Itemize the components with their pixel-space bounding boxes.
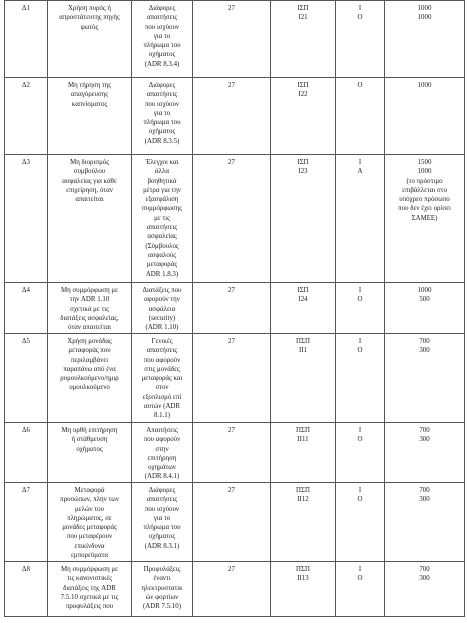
penalty-cell-line: 700 (419, 427, 430, 434)
requirement-cell-line: εξασφάλιση (145, 196, 179, 204)
penalty-cell (385, 155, 465, 283)
requirement-cell-line: που ισχύουν (144, 505, 180, 513)
penalty-cell (385, 562, 465, 617)
penalty-cell (385, 423, 465, 483)
penalty-cell-line: 1500 (417, 159, 432, 166)
requirement-cell-line: (ADR 8.3.4) (144, 60, 180, 68)
description-cell-line: επικίνδυνα (74, 542, 105, 550)
requirement-cell (132, 1, 193, 78)
category-cell-line: Ι22 (298, 91, 308, 99)
category-cell-line: Ι24 (298, 296, 308, 304)
requirement-cell-line: (ADR 8.3.1) (144, 542, 180, 550)
requirement-cell-line: ασφαλούς (148, 251, 176, 259)
description-cell-line: τις κανονιστικές (66, 575, 113, 583)
requirement-cell-line: που αφορούν (143, 356, 181, 364)
description-cell (48, 423, 132, 483)
table-row (5, 155, 465, 283)
penalty-cell-line: 300 (419, 496, 430, 504)
requirement-cell-line: Γενικές (151, 338, 173, 345)
penalty-cell-line: 1000 (417, 168, 432, 176)
description-cell-line: την ADR 1.10 (69, 296, 110, 304)
measure-cell-line: Ο (357, 436, 363, 444)
requirement-cell-line: εξοπλισμό επί (142, 393, 182, 401)
requirement-cell-line: Έλεγχοι και (145, 159, 179, 166)
requirement-cell-line: ADR 1.8.3) (145, 270, 179, 278)
description-cell-line: καπνίσματος (71, 100, 108, 108)
measure-cell-line: Ο (357, 575, 363, 583)
requirement-cell-line: οχήματος (148, 533, 176, 541)
description-cell-line: 7.5.10 σχετικά με τις (60, 593, 119, 601)
measure-cell-line: Ι (358, 5, 362, 12)
measure-cell-line: Ι (358, 338, 362, 345)
penalty-cell (385, 283, 465, 334)
article-cell (193, 423, 271, 483)
category-cell (271, 334, 336, 423)
code-cell (5, 562, 48, 617)
description-cell-line: ή στάθμευση (71, 436, 108, 444)
measure-cell-line: Ο (357, 14, 363, 22)
requirement-cell-line: 8.1.1) (153, 412, 171, 420)
description-cell-line: συμβούλου (73, 168, 106, 176)
category-cell-line: ΙΙ1 (298, 347, 308, 355)
description-cell-line: ασφαλείας για κάθε (62, 177, 117, 185)
requirement-cell-line: βοηθητικά (147, 177, 177, 185)
description-cell-line: Χρήση πυρός ή (68, 5, 111, 12)
measure-cell-line: Ο (357, 296, 363, 304)
requirement-cell-line: απαιτήσεις (146, 14, 178, 22)
requirement-cell-line: που ισχύουν (144, 23, 180, 31)
article-cell (193, 562, 271, 617)
category-cell-line: ΙΙ12 (297, 496, 309, 504)
measure-cell (336, 562, 385, 617)
penalty-cell-line: (το πρόστιμο (406, 177, 443, 185)
code-cell-text: Δ1 (22, 5, 30, 12)
requirement-cell-line: Διάφορες (148, 5, 176, 12)
code-cell-text: Δ7 (22, 487, 30, 494)
measure-cell-line: Ο (357, 496, 363, 504)
table-row (5, 1, 465, 78)
code-cell (5, 155, 48, 283)
requirement-cell-line: απαιτήσεις (146, 347, 178, 355)
description-cell (48, 562, 132, 617)
requirement-cell-line: Διατάξεις που (142, 287, 182, 294)
requirement-cell (132, 283, 193, 334)
category-cell-line: ΙΣΠ (297, 287, 309, 294)
requirement-cell-line: Προφυλάξεις (143, 566, 181, 573)
description-cell-line: επιχείρηση, όταν (66, 186, 113, 194)
requirement-cell (132, 562, 193, 617)
penalty-cell-line: 1000 (417, 14, 432, 22)
requirement-cell-line: έναντι (153, 575, 171, 583)
measure-cell (336, 334, 385, 423)
requirement-cell-line: για το (153, 514, 171, 522)
requirement-cell-line: με τις (154, 214, 170, 222)
description-cell (48, 283, 132, 334)
requirement-cell-line: συμμόρφωσης (142, 205, 182, 213)
article-cell-text: 27 (228, 287, 235, 294)
requirement-cell-line: (ADR 1.10) (145, 324, 179, 332)
description-cell-line: παραπάνω από ένα (63, 365, 116, 373)
article-cell (193, 1, 271, 78)
measure-cell-line: Ο (357, 347, 363, 355)
table-row (5, 78, 465, 155)
requirement-cell-line: μέτρα για την (143, 186, 181, 194)
description-cell-line: φωτός (80, 23, 99, 31)
article-cell (193, 483, 271, 562)
code-cell-text: Δ4 (22, 287, 30, 294)
description-cell-line: διατάξεις ασφαλείας, (60, 314, 119, 322)
code-cell (5, 78, 48, 155)
code-cell-text: Δ3 (22, 159, 30, 166)
code-cell (5, 334, 48, 423)
code-cell-text: Δ8 (22, 566, 30, 573)
penalty-cell-line: υπόχρεο πρόσωπο (399, 196, 450, 204)
description-cell-line: μεταφοράς που (68, 347, 111, 355)
requirement-cell-line: για το (153, 32, 171, 40)
penalty-cell-line: επιβάλλεται στο (402, 186, 447, 194)
article-cell-text: 27 (228, 487, 235, 494)
category-cell-line: ΠΣΠ (296, 427, 310, 434)
requirement-cell (132, 483, 193, 562)
description-cell-line: υμουλκούμενο (69, 384, 110, 392)
requirement-cell-line: Διάφορες (148, 82, 176, 89)
requirement-cell-line: (ADR 7.5.10) (142, 603, 182, 611)
requirement-cell-line: στην (155, 445, 169, 453)
measure-cell (336, 78, 385, 155)
requirement-cell-line: ασφάλεια (148, 305, 176, 313)
penalty-cell-line: που δεν έχει ορίσει (398, 205, 451, 213)
category-cell-line: ΠΣΠ (296, 487, 310, 494)
requirement-cell-line: οχήματος (148, 128, 176, 136)
requirement-cell-line: που ισχύουν (144, 100, 180, 108)
article-cell (193, 155, 271, 283)
code-cell (5, 483, 48, 562)
measure-cell (336, 1, 385, 78)
description-cell-line: Μη συμμόρφωση με (61, 566, 118, 573)
description-cell-line: διατάξεις της ADR (63, 584, 116, 592)
penalty-cell-line: 700 (419, 566, 430, 573)
description-cell-line: απροστάτευτης πηγής (59, 14, 120, 22)
requirement-cell-line: Απαιτήσεις (146, 427, 178, 434)
requirement-cell-line: μεταφοράς (146, 261, 178, 269)
category-cell-line: Ι23 (298, 168, 308, 176)
description-cell-line: Μη συμμόρφωση με (61, 287, 118, 294)
article-cell-text: 27 (228, 82, 235, 89)
description-cell-line: οχήματος (76, 445, 103, 453)
penalty-cell-line: 700 (419, 487, 430, 494)
requirement-cell-line: οχήματος (148, 51, 176, 59)
category-cell (271, 155, 336, 283)
description-cell-line: Μη διορισμός (70, 159, 109, 166)
requirement-cell-line: αυτών (ADR (143, 403, 180, 411)
description-cell (48, 334, 132, 423)
category-cell (271, 483, 336, 562)
article-cell-text: 27 (228, 159, 235, 166)
description-cell (48, 155, 132, 283)
measure-cell-line: Α (357, 168, 363, 176)
requirement-cell-line: που αφορούν (143, 436, 181, 444)
measure-cell-line: Ι (358, 159, 362, 166)
description-cell-line: εμπορεύματα (71, 552, 108, 560)
article-cell (193, 334, 271, 423)
measure-cell (336, 483, 385, 562)
requirement-cell (132, 334, 193, 423)
description-cell-line: σχετικά με τις (70, 305, 109, 313)
measure-cell-line: Ι (358, 427, 362, 434)
measure-cell (336, 283, 385, 334)
category-cell (271, 423, 336, 483)
code-cell (5, 283, 48, 334)
article-cell-text: 27 (228, 338, 235, 345)
requirement-cell-line: στις μονάδες (144, 365, 180, 373)
requirement-cell (132, 78, 193, 155)
article-cell-text: 27 (228, 566, 235, 573)
table-row (5, 562, 465, 617)
penalty-cell-line: 300 (419, 347, 430, 355)
category-cell (271, 562, 336, 617)
table-row (5, 334, 465, 423)
category-cell-line: ΠΣΠ (296, 338, 310, 345)
penalty-cell-line: 500 (419, 296, 430, 304)
requirement-cell-line: απαιτήσεις (146, 224, 178, 232)
article-cell (193, 78, 271, 155)
penalty-cell-line: 300 (419, 436, 430, 444)
violations-table (4, 0, 465, 617)
description-cell-line: που μεταφέρουν (66, 533, 113, 541)
description-cell-line: πληρώματος, σε (67, 514, 112, 522)
category-cell (271, 283, 336, 334)
measure-cell-line: Ι (358, 566, 362, 573)
description-cell-line: Μεταφορά (74, 487, 105, 494)
requirement-cell-line: μεταφοράς και (141, 375, 183, 383)
category-cell-line: ΙΣΠ (297, 5, 309, 12)
requirement-cell-line: (Σύμβουλος (145, 242, 179, 250)
description-cell (48, 78, 132, 155)
penalty-cell (385, 78, 465, 155)
penalty-cell-line: ΣΑΜΕΕ) (411, 214, 438, 222)
measure-cell-line: Ι (358, 287, 362, 294)
table-body (5, 1, 465, 617)
requirement-cell (132, 423, 193, 483)
category-cell-line: ΙΙ13 (297, 575, 309, 583)
requirement-cell-line: ασφαλείας (147, 233, 177, 241)
requirement-cell-line: επιτήρηση (147, 454, 177, 462)
category-cell-line: ΙΣΠ (297, 82, 309, 89)
code-cell-text: Δ6 (22, 427, 30, 434)
requirement-cell-line: (ADR 8.3.5) (144, 137, 180, 145)
requirement-cell (132, 155, 193, 283)
article-cell-text: 27 (228, 5, 235, 12)
measure-cell-line: Ο (357, 82, 363, 89)
requirement-cell-line: άλλα (155, 168, 169, 176)
penalty-cell-line: 1000 (417, 287, 432, 294)
description-cell-line: όταν απαιτείται (68, 324, 111, 332)
requirement-cell-line: πλήρωμα του (143, 524, 181, 532)
code-cell-text: Δ2 (22, 82, 30, 89)
penalty-cell-line: 300 (419, 575, 430, 583)
article-cell (193, 283, 271, 334)
code-cell (5, 423, 48, 483)
requirement-cell-line: αφορούν την (144, 296, 180, 304)
description-cell-line: μελών του (75, 505, 104, 513)
code-cell-text: Δ5 (22, 338, 30, 345)
description-cell-line: απαιτείται (75, 196, 104, 204)
requirement-cell-line: για το (153, 109, 171, 117)
penalty-cell-line: 1000 (417, 5, 432, 12)
description-cell-line: Μη ορθή επιτήρηση (61, 427, 118, 434)
description-cell-line: προφυλάξεις που (65, 603, 114, 611)
category-cell (271, 1, 336, 78)
category-cell-line: ΙΙ11 (297, 436, 309, 444)
category-cell-line: ΠΣΠ (296, 566, 310, 573)
measure-cell (336, 155, 385, 283)
requirement-cell-line: πλήρωμα του (143, 119, 181, 127)
category-cell-line: Ι21 (298, 14, 308, 22)
description-cell-line: περιλαμβάνει (70, 356, 109, 364)
requirement-cell-line: (ADR 8.4.1) (144, 473, 180, 481)
requirement-cell-line: ηλεκτροστατικ (141, 584, 183, 592)
description-cell (48, 483, 132, 562)
description-cell-line: μονάδες μεταφοράς (62, 524, 117, 532)
measure-cell (336, 423, 385, 483)
penalty-cell (385, 1, 465, 78)
description-cell (48, 1, 132, 78)
requirement-cell-line: (security) (148, 314, 176, 322)
requirement-cell-line: απαιτήσεις (146, 496, 178, 504)
category-cell-line: ΙΣΠ (297, 159, 309, 166)
measure-cell-line: Ι (358, 487, 362, 494)
description-cell-line: Μη τήρηση της (67, 82, 111, 89)
requirement-cell-line: στον (155, 384, 169, 392)
penalty-cell (385, 334, 465, 423)
penalty-cell-line: 1000 (417, 82, 432, 89)
description-cell-line: ρυμουλκούμενο/ημιρ (60, 375, 119, 383)
description-cell-line: απαγόρευσης (71, 91, 108, 99)
requirement-cell-line: ών φορτίων (145, 593, 179, 601)
penalty-cell-line: 700 (419, 338, 430, 345)
table-row (5, 423, 465, 483)
requirement-cell-line: απαιτήσεις (146, 91, 178, 99)
requirement-cell-line: οχημάτων (148, 464, 176, 472)
category-cell (271, 78, 336, 155)
description-cell-line: Χρήση μονάδας (67, 338, 112, 345)
article-cell-text: 27 (228, 427, 235, 434)
table-row (5, 483, 465, 562)
description-cell-line: προσώπων, πλην των (60, 496, 119, 504)
table-row (5, 283, 465, 334)
requirement-cell-line: Διάφορες (148, 487, 176, 494)
requirement-cell-line: πλήρωμα του (143, 42, 181, 50)
penalty-cell (385, 483, 465, 562)
code-cell (5, 1, 48, 78)
